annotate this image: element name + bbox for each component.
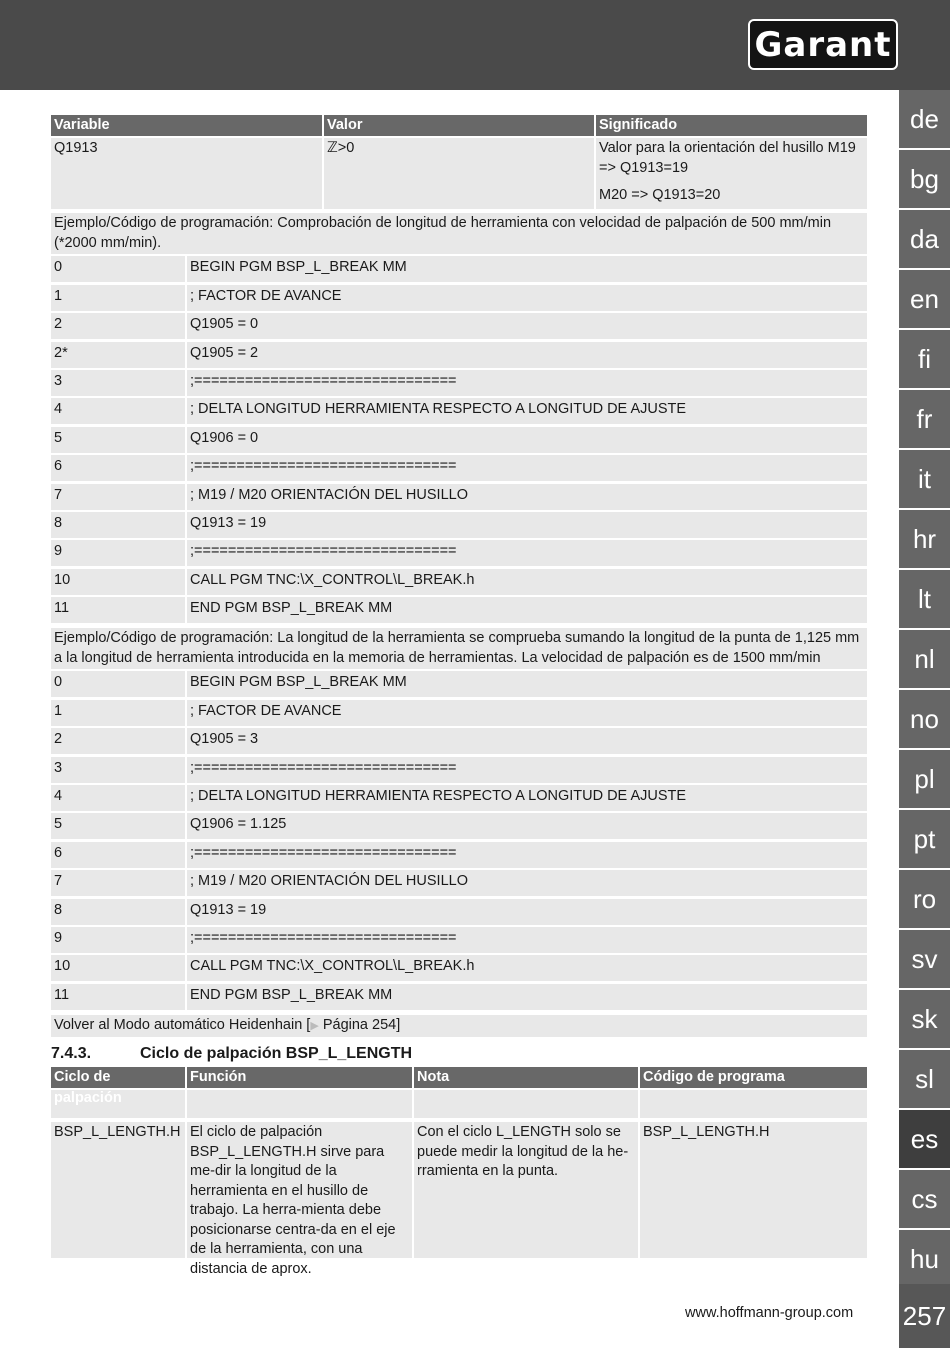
line-number: 5 xyxy=(51,427,187,453)
lang-tab-en[interactable]: en xyxy=(899,270,950,328)
line-number: 2 xyxy=(51,728,187,754)
line-number: 9 xyxy=(51,540,187,566)
lang-tab-fi[interactable]: fi xyxy=(899,330,950,388)
code-line xyxy=(51,870,867,896)
code-line xyxy=(51,285,867,311)
code-line xyxy=(51,569,867,595)
variable-table-row xyxy=(51,138,867,209)
line-number: 10 xyxy=(51,955,187,981)
header-variable: Variable xyxy=(51,115,324,136)
line-code: ;=============================== xyxy=(190,372,457,389)
header-valor: Valor xyxy=(324,115,596,136)
lang-tab-sv[interactable]: sv xyxy=(899,930,950,988)
line-number: 3 xyxy=(51,370,187,396)
code-line xyxy=(51,984,867,1010)
garant-logo: Garant xyxy=(748,19,898,70)
lang-tab-pl[interactable]: pl xyxy=(899,750,950,808)
language-tabs xyxy=(899,90,950,1290)
example2-code xyxy=(51,671,867,1009)
line-code: CALL PGM TNC:\X_CONTROL\L_BREAK.h xyxy=(190,571,475,588)
section-heading xyxy=(51,1043,867,1064)
code-line xyxy=(51,398,867,424)
lang-tab-de[interactable]: de xyxy=(899,90,950,148)
line-code: ; DELTA LONGITUD HERRAMIENTA RESPECTO A LONGITUD DE AJUSTE xyxy=(190,788,687,805)
line-code: Q1906 = 0 xyxy=(190,429,259,446)
line-code: ; M19 / M20 ORIENTACIÓN DEL HUSILLO xyxy=(190,486,468,503)
line-code: Q1905 = 0 xyxy=(190,316,259,333)
line-number: 4 xyxy=(51,785,187,811)
code-line xyxy=(51,540,867,566)
cycle-table-empty-row xyxy=(51,1090,867,1118)
line-code: Q1906 = 1.125 xyxy=(190,816,287,833)
line-code: BEGIN PGM BSP_L_BREAK MM xyxy=(190,259,407,276)
line-number: 1 xyxy=(51,285,187,311)
line-code: ; DELTA LONGITUD HERRAMIENTA RESPECTO A LONGITUD DE AJUSTE xyxy=(190,401,687,418)
section-title: Ciclo de palpación BSP_L_LENGTH xyxy=(140,1045,413,1063)
arrow-right-icon: ▶ xyxy=(310,1019,319,1032)
back-link-close: ] xyxy=(396,1016,401,1033)
code-line xyxy=(51,700,867,726)
lang-tab-hr[interactable]: hr xyxy=(899,510,950,568)
example1-code xyxy=(51,256,867,623)
line-number: 5 xyxy=(51,813,187,839)
header-nota: Nota xyxy=(414,1067,640,1088)
line-code: ; FACTOR DE AVANCE xyxy=(190,287,342,304)
line-code: BEGIN PGM BSP_L_BREAK MM xyxy=(190,674,407,691)
line-number: 4 xyxy=(51,398,187,424)
lang-tab-da[interactable]: da xyxy=(899,210,950,268)
code-line xyxy=(51,313,867,339)
empty-cell xyxy=(414,1090,640,1118)
cycle-table-header xyxy=(51,1067,867,1107)
line-number: 8 xyxy=(51,512,187,538)
header-bar xyxy=(0,0,950,90)
code-line xyxy=(51,342,867,368)
line-number: 1 xyxy=(51,700,187,726)
code-line xyxy=(51,512,867,538)
lang-tab-es[interactable]: es xyxy=(899,1110,950,1168)
main-content xyxy=(51,115,867,1277)
code-line xyxy=(51,813,867,839)
lang-tab-it[interactable]: it xyxy=(899,450,950,508)
lang-tab-no[interactable]: no xyxy=(899,690,950,748)
line-number: 9 xyxy=(51,927,187,953)
line-number: 10 xyxy=(51,569,187,595)
code-line xyxy=(51,927,867,953)
code-line xyxy=(51,955,867,981)
line-number: 11 xyxy=(51,597,187,623)
line-number: 2 xyxy=(51,313,187,339)
line-number: 0 xyxy=(51,671,187,697)
significado-line-2: M20 => Q1913=20 xyxy=(599,187,721,203)
cell-variable: Q1913 xyxy=(51,138,324,209)
line-number: 7 xyxy=(51,484,187,510)
lang-tab-hu[interactable]: hu xyxy=(899,1230,950,1288)
code-line xyxy=(51,899,867,925)
lang-tab-sk[interactable]: sk xyxy=(899,990,950,1048)
code-line xyxy=(51,256,867,282)
cell-funcion: El ciclo de palpación BSP_L_LENGTH.H sirve para me-dir la longitud de la herramienta en el husillo de trabajo. La herra-mienta debe posicionarse centra-da en el eje de la herramienta, con una distancia de aprox. xyxy=(187,1122,414,1258)
cell-codigo: BSP_L_LENGTH.H xyxy=(643,1124,770,1141)
line-number: 11 xyxy=(51,984,187,1010)
cell-nota: Con el ciclo L_LENGTH solo se puede medir la longitud de la he-rramienta en la punta. xyxy=(414,1122,640,1258)
line-code: ; M19 / M20 ORIENTACIÓN DEL HUSILLO xyxy=(190,873,468,890)
lang-tab-fr[interactable]: fr xyxy=(899,390,950,448)
code-line xyxy=(51,597,867,623)
lang-tab-nl[interactable]: nl xyxy=(899,630,950,688)
line-number: 6 xyxy=(51,455,187,481)
line-code: ; FACTOR DE AVANCE xyxy=(190,702,342,719)
variable-table-header xyxy=(51,115,867,136)
line-code: Q1913 = 19 xyxy=(190,901,267,918)
lang-tab-bg[interactable]: bg xyxy=(899,150,950,208)
back-link-row xyxy=(51,1015,867,1038)
line-code: END PGM BSP_L_BREAK MM xyxy=(190,600,393,617)
header-ciclo: Ciclo de palpación xyxy=(51,1067,187,1088)
line-code: Q1905 = 3 xyxy=(190,731,259,748)
lang-tab-sl[interactable]: sl xyxy=(899,1050,950,1108)
header-significado: Significado xyxy=(599,117,678,133)
empty-cell xyxy=(51,1090,187,1118)
cycle-table-row xyxy=(51,1122,867,1277)
line-number: 3 xyxy=(51,757,187,783)
empty-cell xyxy=(187,1090,414,1118)
lang-tab-ro[interactable]: ro xyxy=(899,870,950,928)
line-code: ;=============================== xyxy=(190,929,457,946)
line-code: ;=============================== xyxy=(190,844,457,861)
cell-ciclo: BSP_L_LENGTH.H xyxy=(51,1122,187,1258)
line-code: ;=============================== xyxy=(190,759,457,776)
example2-title: Ejemplo/Código de programación: La longitud de la herramienta se comprueba sumando la longitud de la punta de 1,125 mm a la longitud de herramienta introducida en la memoria de herramientas. La velocidad de palpación es de 1500 mm/min xyxy=(51,628,867,669)
line-code: END PGM BSP_L_BREAK MM xyxy=(190,986,393,1003)
line-code: Q1905 = 2 xyxy=(190,344,259,361)
line-number: 6 xyxy=(51,842,187,868)
cell-significado xyxy=(596,138,867,209)
example1-title: Ejemplo/Código de programación: Comprobación de longitud de herramienta con velocidad de palpación de 500 mm/min (*2000 mm/min). xyxy=(51,213,867,254)
code-line xyxy=(51,455,867,481)
back-link[interactable]: Página 254 xyxy=(322,1016,397,1033)
line-number: 0 xyxy=(51,256,187,282)
page-number: 257 xyxy=(899,1284,950,1348)
lang-tab-pt[interactable]: pt xyxy=(899,810,950,868)
significado-line-1: Valor para la orientación del husillo M19 => Q1913=19 xyxy=(599,140,856,176)
code-line xyxy=(51,757,867,783)
code-line xyxy=(51,785,867,811)
code-line xyxy=(51,370,867,396)
line-code: Q1913 = 19 xyxy=(190,514,267,531)
lang-tab-lt[interactable]: lt xyxy=(899,570,950,628)
header-funcion: Función xyxy=(187,1067,414,1088)
line-number: 7 xyxy=(51,870,187,896)
section-number: 7.4.3. xyxy=(51,1045,92,1063)
line-code: CALL PGM TNC:\X_CONTROL\L_BREAK.h xyxy=(190,958,475,975)
footer-url: www.hoffmann-group.com xyxy=(685,1305,854,1321)
line-code: ;=============================== xyxy=(190,458,457,475)
back-link-text: Volver al Modo automático Heidenhain [ xyxy=(54,1016,311,1033)
code-line xyxy=(51,427,867,453)
header-codigo: Código de programa xyxy=(643,1069,785,1086)
empty-cell xyxy=(640,1090,867,1118)
code-line xyxy=(51,728,867,754)
cell-valor: ℤ>0 xyxy=(324,138,596,209)
lang-tab-cs[interactable]: cs xyxy=(899,1170,950,1228)
line-number: 8 xyxy=(51,899,187,925)
line-code: ;=============================== xyxy=(190,543,457,560)
line-number: 2* xyxy=(51,342,187,368)
code-line xyxy=(51,671,867,697)
code-line xyxy=(51,842,867,868)
code-line xyxy=(51,484,867,510)
